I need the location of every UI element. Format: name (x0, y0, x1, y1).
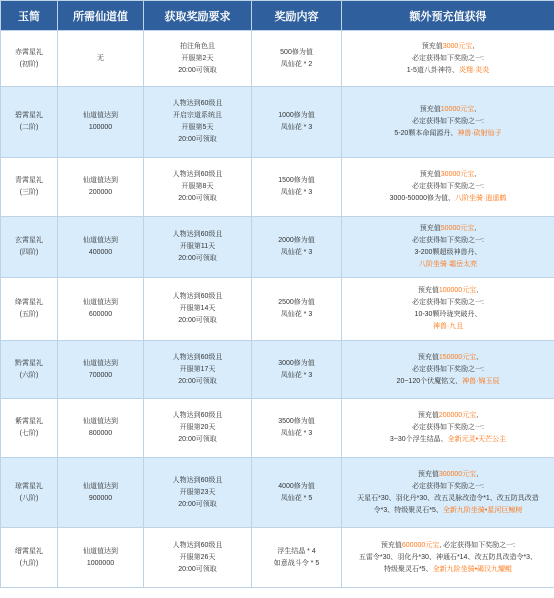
requirement-line: 20:00可领取 (178, 136, 217, 143)
reward-text: 必定获得如下奖励之一: (412, 299, 484, 306)
prepay-amount: 300000元宝 (438, 470, 477, 478)
jade-slip-name (1, 158, 58, 217)
jade-slip-name (1, 458, 58, 528)
extra-reward-line (345, 410, 551, 422)
requirement-line: 开服第20天 (179, 424, 216, 431)
extra-reward-line (345, 181, 551, 193)
required-value (58, 341, 144, 399)
table-row (1, 399, 554, 458)
requirement-line: 20:00可领取 (178, 66, 217, 74)
featured-reward: 八阶坐骑·霜岳太亮 (418, 261, 478, 268)
table-row (1, 31, 554, 87)
featured-reward: 炎翔·炎炎 (458, 66, 490, 74)
required-value-line: 无 (97, 54, 104, 62)
requirement-line: 人物达到60级且 (172, 412, 223, 419)
extra-reward-line (345, 235, 551, 247)
reward-text: 预充值 (417, 412, 439, 419)
jade-slip-name-line: (八阶) (19, 494, 39, 502)
requirement (144, 278, 252, 341)
featured-reward: 全新元灵•天芒公主 (447, 436, 507, 443)
reward-text: , (472, 42, 475, 50)
extra-reward-line (345, 259, 551, 271)
reward-content-line: 3500修为值 (278, 418, 315, 425)
requirement (144, 217, 252, 278)
reward-text: 3~30个浮生结晶、 (389, 436, 448, 443)
reward-text: 天星石*30、羽化丹*30、改五灵脉改造令*1、改五防具改造 (357, 494, 539, 502)
reward-text: , (474, 225, 477, 232)
reward-text: 1-5道八卦神符、 (406, 66, 459, 74)
required-value-line: 600000 (88, 311, 113, 318)
reward-content-line: 凤仙花 * 3 (280, 371, 313, 379)
jade-slip-name-line: (初阶) (19, 60, 39, 68)
extra-reward-line (345, 552, 551, 564)
reward-content-line: 凤仙花 * 5 (280, 494, 313, 502)
jade-slip-name-line: 琼霄星礼 (15, 482, 43, 490)
jade-slip-name-line: (七阶) (19, 430, 39, 437)
reward-content-line: 浮生结晶 * 4 (277, 547, 316, 555)
extra-reward-line (345, 481, 551, 493)
required-value (58, 217, 144, 278)
reward-text: , 必定获得如下奖励之一: (439, 541, 516, 549)
required-value-line: 400000 (88, 249, 113, 256)
requirement-line: 人物达到60级且 (172, 541, 223, 549)
jade-slip-name (1, 399, 58, 458)
table-row (1, 458, 554, 528)
extra-reward-line (345, 169, 551, 181)
jade-slip-name-line: 碧霄星礼 (15, 112, 43, 119)
reward-content-line: 凤仙花 * 3 (280, 189, 313, 196)
jade-slip-name (1, 528, 58, 588)
reward-text: , (476, 412, 479, 419)
reward-content (252, 528, 342, 588)
featured-reward: 神兽·砍射仙子 (457, 130, 502, 137)
extra-reward-line (345, 376, 551, 388)
extra-reward-line (345, 53, 551, 65)
reward-content-line: 凤仙花 * 3 (280, 249, 313, 256)
reward-text: , (474, 171, 477, 178)
extra-reward-line (345, 65, 551, 77)
extra-reward-line (345, 321, 551, 333)
reward-content-line: 3000修为值 (278, 359, 315, 367)
reward-text: 3-200颗超级神兽丹、 (414, 249, 482, 256)
featured-reward: 八阶坐骑·逍遥鹤 (455, 195, 507, 202)
requirement-line: 人物达到60级且 (172, 100, 223, 107)
requirement (144, 87, 252, 158)
reward-text: 必定获得如下奖励之一: (412, 237, 484, 244)
required-value-line: 900000 (88, 494, 113, 502)
requirement-line: 20:00可领取 (178, 500, 217, 508)
requirement-line: 开服第2天 (181, 54, 214, 62)
jade-slip-name-line: 青霄星礼 (15, 177, 43, 184)
reward-content (252, 399, 342, 458)
header-extra-reward: 额外预充值获得 (342, 1, 554, 31)
reward-text: 3000-50000修为值、 (389, 195, 456, 202)
reward-text: 预充值 (417, 353, 439, 361)
reward-content-line: 凤仙花 * 2 (280, 60, 313, 68)
jade-slip-name (1, 278, 58, 341)
jade-slip-name-line: 绛霄星礼 (15, 299, 43, 306)
reward-text: 特级聚灵石*5、 (383, 565, 433, 573)
header-requirement: 获取奖励要求 (144, 1, 252, 31)
extra-reward (342, 458, 554, 528)
requirement-line: 20:00可领取 (178, 317, 217, 324)
jade-slip-name-line: (六阶) (19, 371, 39, 379)
featured-reward: 神兽·锦玉辰 (462, 377, 500, 385)
reward-text: 预充值 (419, 225, 441, 232)
extra-reward-line (345, 297, 551, 309)
prepay-amount: 3000元宝 (442, 42, 473, 50)
prepay-amount: 600000元宝 (401, 541, 440, 549)
reward-content-line: 500修为值 (280, 48, 313, 56)
requirement (144, 31, 252, 87)
prepay-amount: 10000元宝 (440, 106, 475, 113)
reward-content-line: 1500修为值 (278, 177, 315, 184)
prepay-amount: 100000元宝 (438, 287, 477, 294)
reward-content (252, 278, 342, 341)
extra-reward-line (345, 469, 551, 481)
required-value (58, 458, 144, 528)
prepay-amount: 200000元宝 (438, 412, 477, 419)
requirement-line: 20:00可领取 (178, 436, 217, 443)
requirement-line: 20:00可领取 (178, 377, 217, 385)
required-value-line: 仙道值达到 (83, 418, 118, 425)
reward-text: 必定获得如下奖励之一: (412, 183, 484, 190)
requirement-line: 开服第23天 (179, 488, 216, 496)
requirement (144, 528, 252, 588)
extra-reward-line (345, 352, 551, 364)
requirement (144, 158, 252, 217)
reward-text: , (476, 287, 479, 294)
table-header-row (1, 1, 554, 31)
extra-reward (342, 278, 554, 341)
reward-text: 预充值 (421, 42, 443, 50)
reward-text: 必定获得如下奖励之一: (412, 118, 484, 125)
jade-slip-name-line: 缙霄星礼 (15, 547, 43, 555)
featured-reward: 全新九阶坐骑•星河巨鲸树 (442, 506, 523, 514)
table-row (1, 341, 554, 399)
requirement-line: 人物达到60级且 (172, 476, 223, 484)
extra-reward-line (345, 309, 551, 321)
reward-content (252, 341, 342, 399)
reward-text: 10-30颗玲珑突破丹、 (414, 311, 482, 318)
reward-content (252, 87, 342, 158)
reward-text: , (476, 353, 479, 361)
required-value-line: 1000000 (86, 559, 115, 567)
prepay-amount: 50000元宝 (440, 225, 475, 232)
requirement (144, 458, 252, 528)
required-value (58, 87, 144, 158)
extra-reward-line (345, 564, 551, 576)
extra-reward (342, 399, 554, 458)
jade-slip-name-line: 玄霄星礼 (15, 237, 43, 244)
extra-reward-line (345, 285, 551, 297)
table-row (1, 278, 554, 341)
requirement-line: 开启宗道系统且 (173, 112, 222, 119)
reward-text: 5-20颗本命闻源丹、 (394, 130, 458, 137)
reward-text: 令*3、特级聚灵石*5、 (373, 506, 443, 514)
jade-slip-name-line: (三阶) (19, 189, 39, 196)
featured-reward: 神兽·九且 (432, 323, 464, 330)
extra-reward (342, 528, 554, 588)
extra-reward-line (345, 41, 551, 53)
extra-reward-line (345, 434, 551, 446)
requirement-line: 开服第5天 (181, 124, 214, 131)
required-value-line: 仙道值达到 (83, 482, 118, 490)
reward-content (252, 217, 342, 278)
extra-reward (342, 217, 554, 278)
required-value (58, 528, 144, 588)
reward-text: 预充值 (380, 541, 402, 549)
reward-content-line: 如意战斗令 * 5 (273, 559, 320, 567)
requirement-line: 20:00可领取 (178, 565, 217, 573)
extra-reward-line (345, 223, 551, 235)
extra-reward-line (345, 116, 551, 128)
jade-slip-name-line: (四阶) (19, 249, 39, 256)
requirement-line: 开服第26天 (179, 553, 216, 561)
reward-content-line: 凤仙花 * 3 (280, 124, 313, 131)
jade-slip-name (1, 341, 58, 399)
extra-reward (342, 87, 554, 158)
required-value-line: 200000 (88, 189, 113, 196)
reward-content (252, 31, 342, 87)
jade-slip-name-line: (五阶) (19, 311, 39, 318)
table-row (1, 87, 554, 158)
requirement-line: 开服第11天 (179, 243, 216, 250)
jade-slip-name (1, 87, 58, 158)
prepay-amount: 150000元宝 (438, 353, 477, 361)
jade-slip-name (1, 217, 58, 278)
requirement (144, 341, 252, 399)
reward-content-line: 4000修为值 (278, 482, 315, 490)
requirement-line: 20:00可领取 (178, 195, 217, 202)
required-value-line: 仙道值达到 (83, 299, 118, 306)
extra-reward (342, 31, 554, 87)
requirement-line: 开服第17天 (179, 365, 216, 373)
extra-reward-line (345, 247, 551, 259)
requirement-line: 开服第8天 (181, 183, 214, 190)
table-row (1, 217, 554, 278)
required-value (58, 158, 144, 217)
required-value-line: 仙道值达到 (83, 177, 118, 184)
required-value-line: 100000 (88, 124, 113, 131)
jade-slip-name-line: 紫霄星礼 (15, 418, 43, 425)
jade-slip-name (1, 31, 58, 87)
requirement-line: 人物达到60级且 (172, 353, 223, 361)
header-jade-slip: 玉简 (1, 1, 58, 31)
prepay-amount: 30000元宝 (440, 171, 475, 178)
jade-slip-name-line: (九阶) (19, 559, 39, 567)
requirement-line: 20:00可领取 (178, 255, 217, 262)
required-value (58, 278, 144, 341)
requirement-line: 人物达到60级且 (172, 293, 223, 300)
reward-text: 预充值 (419, 106, 441, 113)
requirement-line: 人物达到60级且 (172, 171, 223, 178)
extra-reward-line (345, 505, 551, 517)
reward-content-line: 1000修为值 (278, 112, 315, 119)
reward-content (252, 158, 342, 217)
jade-slip-name-line: 黔霄星礼 (15, 359, 43, 367)
required-value-line: 仙道值达到 (83, 237, 118, 244)
required-value-line: 仙道值达到 (83, 547, 118, 555)
reward-text: 必定获得如下奖励之一: (412, 54, 484, 62)
jade-slip-name-line: 赤霄星礼 (15, 48, 43, 56)
requirement (144, 399, 252, 458)
reward-content-line: 凤仙花 * 3 (280, 311, 313, 318)
required-value (58, 399, 144, 458)
required-value-line: 700000 (88, 371, 113, 379)
reward-text: 必定获得如下奖励之一: (412, 482, 484, 490)
extra-reward (342, 158, 554, 217)
reward-text: 预充值 (417, 287, 439, 294)
reward-text: 20~120个伏魔铭文、 (396, 377, 463, 385)
extra-reward-line (345, 193, 551, 205)
required-value-line: 仙道值达到 (83, 112, 118, 119)
requirement-line: 拍注角色且 (180, 42, 215, 50)
reward-text: 必定获得如下奖励之一: (412, 365, 484, 373)
header-reward: 奖励内容 (252, 1, 342, 31)
required-value-line: 800000 (88, 430, 113, 437)
extra-reward-line (345, 422, 551, 434)
required-value-line: 仙道值达到 (83, 359, 118, 367)
required-value (58, 31, 144, 87)
extra-reward-line (345, 104, 551, 116)
extra-reward-line (345, 128, 551, 140)
reward-text: , (474, 106, 477, 113)
extra-reward-line (345, 493, 551, 505)
reward-content (252, 458, 342, 528)
reward-text: 预充值 (417, 470, 439, 478)
reward-content-line: 凤仙花 * 3 (280, 430, 313, 437)
table-row (1, 158, 554, 217)
reward-text: 必定获得如下奖励之一: (412, 424, 484, 431)
extra-reward-line (345, 364, 551, 376)
reward-text: 五雷令*30、羽化丹*30、神通石*14、改五防具改造令*3、 (358, 553, 538, 561)
featured-reward: 全新九阶坐骑•碣汉九耀鲲 (432, 565, 513, 573)
reward-text: , (476, 470, 479, 478)
extra-reward-line (345, 540, 551, 552)
header-required-value: 所需仙道值 (58, 1, 144, 31)
reward-content-line: 2500修为值 (278, 299, 315, 306)
requirement-line: 人物达到60级且 (172, 231, 223, 238)
reward-text: 预充值 (419, 171, 441, 178)
extra-reward (342, 341, 554, 399)
jade-slip-name-line: (二阶) (19, 124, 39, 131)
requirement-line: 开服第14天 (179, 305, 216, 312)
reward-content-line: 2000修为值 (278, 237, 315, 244)
table-row (1, 528, 554, 588)
